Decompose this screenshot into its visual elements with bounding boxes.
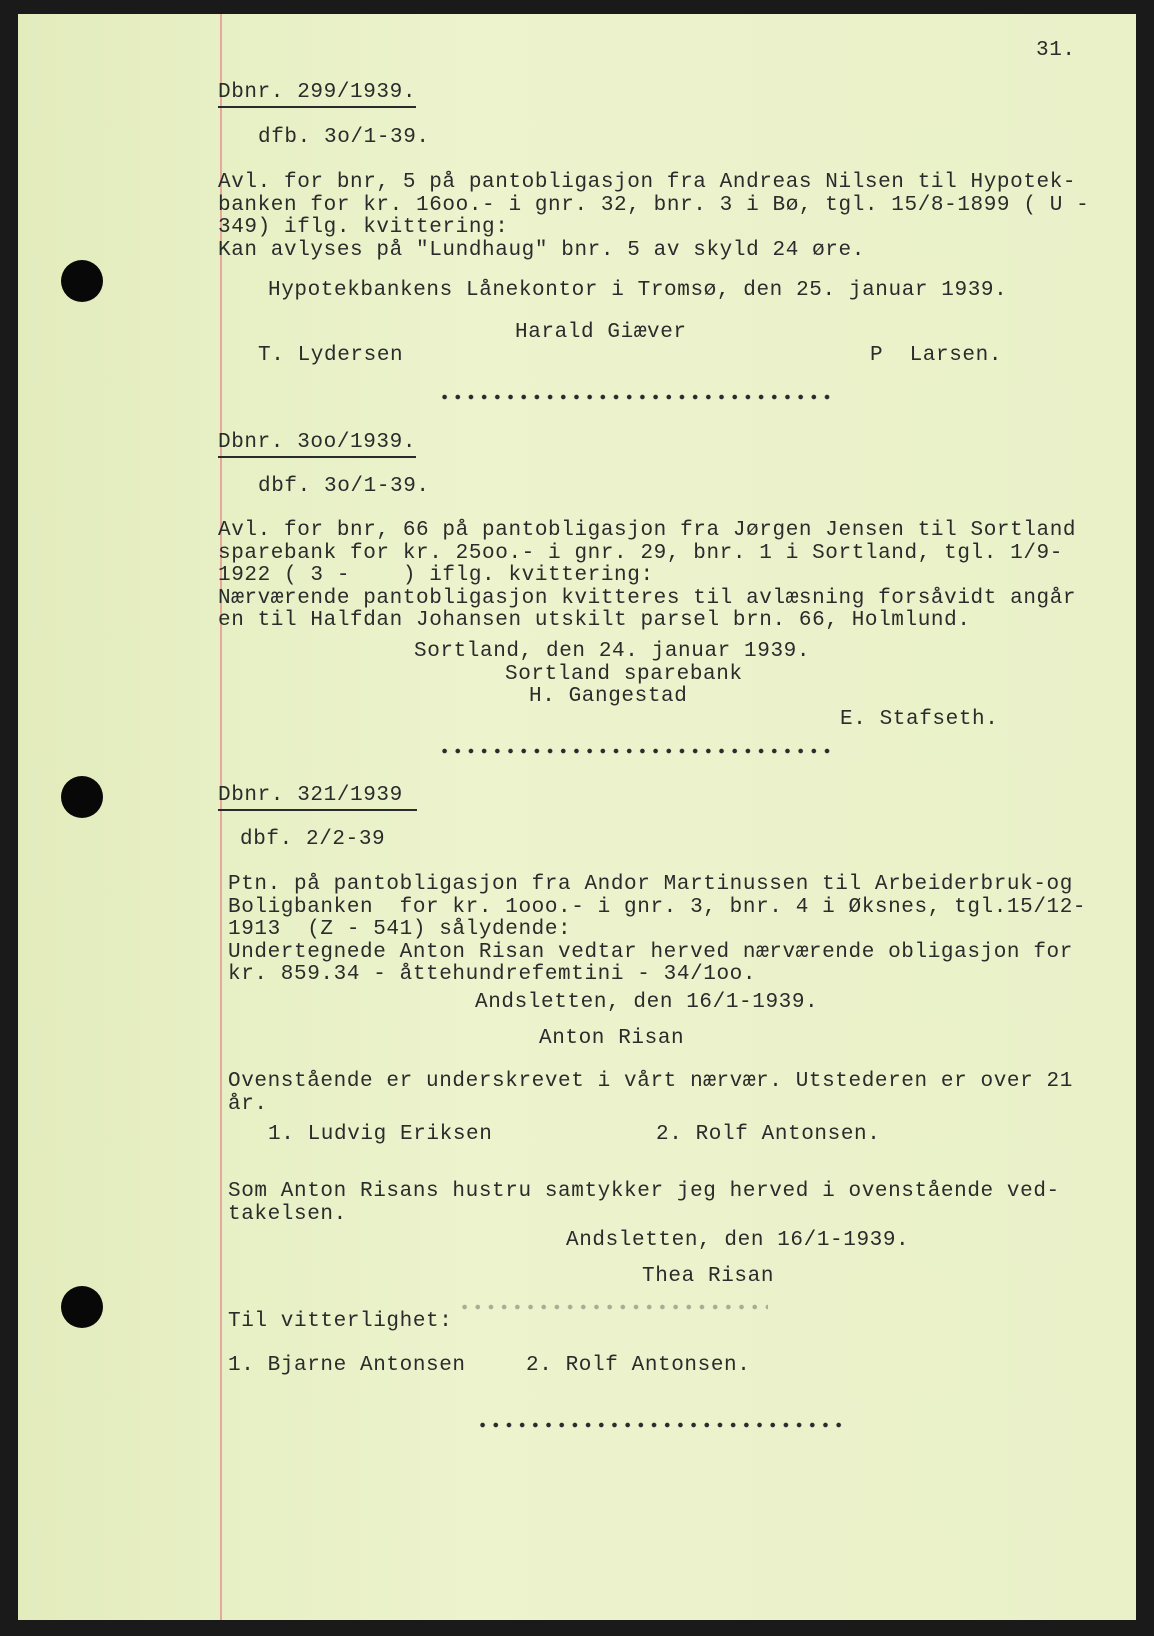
punch-hole — [61, 776, 103, 818]
body-line: sparebank for kr. 25oo.- i gnr. 29, bnr. 1 i Sortland, tgl. 1/9- — [218, 541, 1063, 565]
body-line: 349) iflg. kvittering: — [218, 216, 509, 240]
separator-dots — [476, 1422, 846, 1428]
place-date: Hypotekbankens Lånekontor i Tromsø, den 25. januar 1939. — [268, 279, 1008, 302]
body-line: kr. 859.34 - åttehundrefemtini - 34/1oo. — [228, 963, 757, 987]
signature: T. Lydersen — [258, 344, 404, 367]
dotted-line — [458, 1304, 768, 1310]
witness-name: 1. Ludvig Eriksen — [268, 1123, 493, 1146]
entry-body — [218, 172, 1089, 262]
attestation-label: Til vitterlighet: — [228, 1310, 453, 1333]
body-line: en til Halfdan Johansen utskilt parsel brn. 66, Holmlund. — [218, 609, 971, 633]
body-line: Avl. for bnr, 66 på pantobligasjon fra Jørgen Jensen til Sortland — [218, 519, 1077, 542]
separator-dots — [438, 748, 834, 754]
entry-body — [218, 520, 1076, 633]
witness-statement — [228, 1071, 1073, 1116]
body-line: Ovenstående er underskrevet i vårt nærvær. Utstederen er over 21 — [228, 1070, 1073, 1093]
entry-heading: Dbnr. 3oo/1939. — [218, 432, 416, 458]
witness-name: 2. Rolf Antonsen. — [656, 1123, 881, 1146]
spouse-consent — [228, 1181, 1060, 1226]
page-number: 31. — [1036, 39, 1076, 62]
place-date: Andsletten, den 16/1-1939. — [566, 1229, 910, 1252]
signature: Harald Giæver — [515, 321, 687, 344]
body-line: år. — [228, 1092, 268, 1116]
place-date: Sortland, den 24. januar 1939. — [414, 640, 811, 663]
signature: E. Stafseth. — [840, 708, 999, 731]
body-line: takelsen. — [228, 1202, 347, 1226]
body-line: 1913 (Z - 541) sålydende: — [228, 918, 572, 942]
attestation-name: 1. Bjarne Antonsen — [228, 1354, 466, 1377]
document-page — [18, 14, 1136, 1620]
separator-dots — [438, 394, 834, 400]
body-line: Ptn. på pantobligasjon fra Andor Martinussen til Arbeiderbruk-og — [228, 873, 1073, 896]
signature: Thea Risan — [642, 1265, 775, 1288]
body-line: Undertegnede Anton Risan vedtar herved nærværende obligasjon for — [228, 940, 1073, 964]
signature: P Larsen. — [870, 344, 1003, 367]
place-date: Andsletten, den 16/1-1939. — [475, 991, 819, 1014]
entry-date: dfb. 3o/1-39. — [258, 126, 430, 149]
body-line: Boligbanken for kr. 1ooo.- i gnr. 3, bnr. 4 i Øksnes, tgl.15/12- — [228, 895, 1087, 919]
signature: Sortland sparebank — [505, 663, 743, 686]
body-line: 1922 ( 3 - ) iflg. kvittering: — [218, 564, 654, 588]
entry-heading: Dbnr. 299/1939. — [218, 82, 416, 108]
punch-hole — [61, 1286, 103, 1328]
attestation-name: 2. Rolf Antonsen. — [526, 1354, 751, 1377]
entry-body — [228, 874, 1086, 987]
entry-date: dbf. 3o/1-39. — [258, 475, 430, 498]
body-line: Som Anton Risans hustru samtykker jeg herved i ovenstående ved- — [228, 1180, 1060, 1203]
signature: Anton Risan — [539, 1027, 685, 1050]
body-line: Avl. for bnr, 5 på pantobligasjon fra Andreas Nilsen til Hypotek- — [218, 171, 1077, 194]
signature: H. Gangestad — [529, 685, 688, 708]
body-line: Nærværende pantobligasjon kvitteres til avlæsning forsåvidt angår — [218, 586, 1077, 610]
entry-heading: Dbnr. 321/1939 — [218, 785, 417, 811]
body-line: Kan avlyses på "Lundhaug" bnr. 5 av skyld 24 øre. — [218, 238, 865, 262]
body-line: banken for kr. 16oo.- i gnr. 32, bnr. 3 i Bø, tgl. 15/8-1899 ( U - — [218, 193, 1090, 217]
entry-date: dbf. 2/2-39 — [240, 828, 386, 851]
punch-hole — [61, 260, 103, 302]
